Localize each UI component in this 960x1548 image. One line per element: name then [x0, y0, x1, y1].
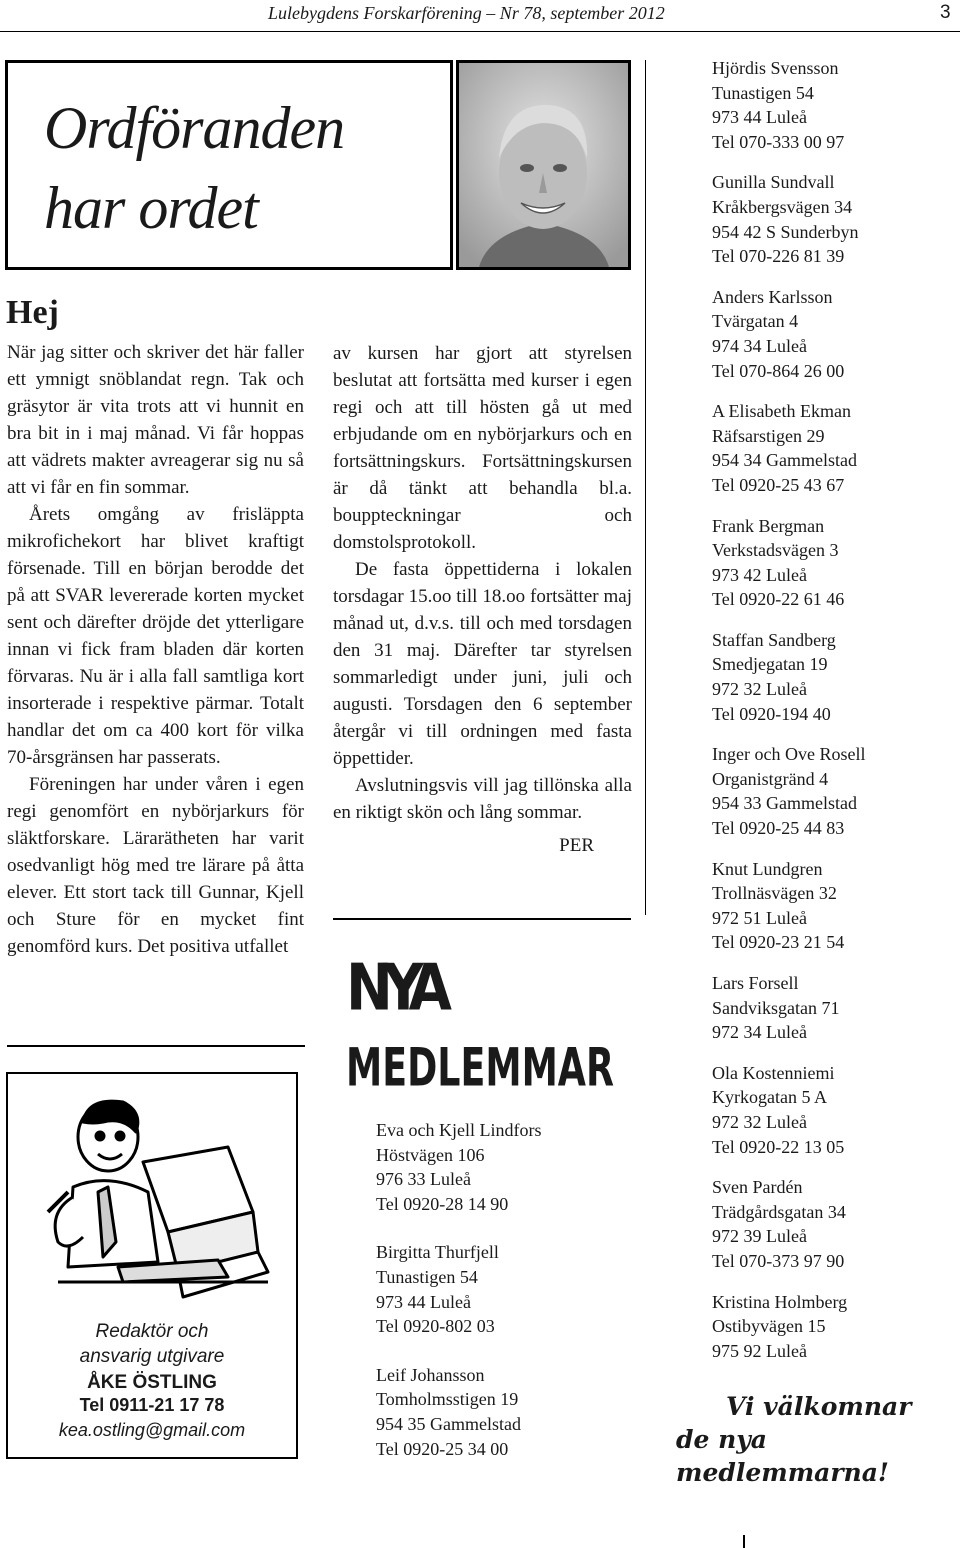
contact-phone: Tel 0920-194 40 [712, 703, 831, 724]
column-rule [7, 1045, 305, 1047]
contact-phone: Tel 0920-22 61 46 [712, 589, 845, 610]
contact-name: Lars Forsell [712, 973, 799, 993]
member-name: Birgitta Thurfjell [376, 1242, 499, 1263]
contact-city: 972 34 Luleå [712, 1022, 807, 1043]
welcome-message [676, 1390, 960, 1489]
contact-city: 954 34 Gammelstad [712, 450, 857, 471]
article-paragraph: Årets omgång av frisläppta mikrofichekort har blivet kraftigt försenade. Till en början berodde det på att SVAR levererade korten mycket sent och därefter dröjde det ytterligare innan vi fick fram bladen där korten förvaras. Nu är i alla fall samtliga kort insorterade i respektive pärmar. Totalt handlar det om ca 400 kort för vilka 70-årsgränsen har passerats. [7, 504, 304, 768]
list-item [712, 1061, 952, 1159]
chairman-portrait [456, 60, 631, 270]
new-members-list [376, 1118, 541, 1485]
member-phone: Tel 0920-802 03 [376, 1316, 495, 1337]
list-item [712, 742, 952, 840]
list-item [712, 514, 952, 612]
list-item [712, 857, 952, 955]
contact-phone: Tel 070-864 26 00 [712, 360, 845, 381]
contact-street: Tvärgatan 4 [712, 311, 799, 332]
contacts-list [712, 56, 952, 1379]
editor-box [6, 1072, 298, 1459]
contact-name: Sven Pardén [712, 1177, 803, 1198]
publication-title: Lulebygdens Forskarförening – Nr 78, september 2012 [268, 3, 665, 23]
contact-phone: Tel 0920-25 44 83 [712, 818, 845, 839]
column-divider [645, 60, 646, 915]
contact-name: Frank Bergman [712, 515, 825, 536]
contact-name: Gunilla Sundvall [712, 172, 835, 193]
contact-street: Tunastigen 54 [712, 82, 814, 103]
column-rule [333, 918, 631, 920]
list-item [376, 1363, 541, 1461]
editor-email[interactable]: kea.ostling@gmail.com [58, 1420, 246, 1440]
article-column-1 [7, 339, 304, 960]
contact-city: 972 32 Luleå [712, 679, 807, 700]
contact-name: Inger och Ove Rosell [712, 744, 866, 765]
contact-phone: Tel 0920-25 43 67 [712, 474, 845, 495]
header-rule [0, 31, 960, 32]
contact-name: Hjördis Svensson [712, 58, 839, 78]
member-city: 973 44 Luleå [376, 1291, 471, 1312]
list-item [376, 1118, 541, 1216]
list-item [712, 285, 952, 383]
page-header [0, 0, 960, 30]
member-city: 954 35 Gammelstad [376, 1413, 521, 1434]
editor-role-line-2: ansvarig utgivare [79, 1346, 225, 1367]
article-paragraph: av kursen har gjort att styrelsen beslutat att fortsätta med kurser i egen regi och att till hösten gå ut med erbjudande om en nybörjarkurs och en fortsättningskurs. Fortsättningskursen är då tänkt att behandla bl.a. bouppteckningar och domstolsprotokoll. [333, 343, 632, 553]
welcome-line-2: de nya medlemmarna! [676, 1425, 889, 1487]
list-item [712, 170, 952, 268]
article-paragraph: Avslutningsvis vill jag tillönska alla en riktigt skön och lång sommar. [333, 775, 632, 823]
article-paragraph: När jag sitter och skriver det här faller ett ymnigt snöblandat regn. Tak och gräsytor är vita trots att vi hunnit en bra bit in i maj månad. Vi får hoppas att vädrets makter avreagerar sig nu så att vi får en fin sommar. [7, 342, 304, 498]
member-phone: Tel 0920-28 14 90 [376, 1193, 509, 1214]
article-paragraph: De fasta öppettiderna i lokalen torsdagar 15.oo till 18.oo fortsätter maj månad ut, d.v.s. till och med torsdagen den 31 maj. Därefter tar styrelsen sommarledigt under juni, juli och augusti. Torsdagen den 6 september återgår vi till ordningen med fasta öppettider. [333, 559, 632, 769]
title-line-1: Ordföranden [44, 95, 345, 161]
contact-street: Ostibyvägen 15 [712, 1316, 826, 1337]
contact-city: 972 39 Luleå [712, 1226, 807, 1247]
contact-city: 972 51 Luleå [712, 907, 807, 928]
list-item [712, 56, 952, 154]
member-street: Höstvägen 106 [376, 1144, 485, 1165]
contact-city: 972 32 Luleå [712, 1111, 807, 1132]
list-item [712, 1175, 952, 1273]
editor-role [8, 1319, 296, 1369]
contact-street: Smedjegatan 19 [712, 654, 828, 675]
contact-street: Trädgårdsgatan 34 [712, 1201, 846, 1222]
article-column-2 [333, 340, 632, 859]
contact-phone: Tel 0920-22 13 05 [712, 1136, 845, 1157]
list-item [712, 971, 952, 1045]
contact-street: Räfsarstigen 29 [712, 425, 825, 446]
contact-street: Verkstadsvägen 3 [712, 540, 839, 561]
contact-city: 954 42 S Sunderbyn [712, 221, 859, 242]
contact-name: A Elisabeth Ekman [712, 401, 851, 422]
new-members-heading-line-1: NYA [346, 950, 452, 1026]
contact-name: Kristina Holmberg [712, 1291, 848, 1312]
new-members-heading-line-2: MEDLEMMAR [346, 1036, 614, 1099]
contact-name: Staffan Sandberg [712, 629, 836, 650]
editor-phone: Tel 0911-21 17 78 [79, 1395, 225, 1415]
article-paragraph: Föreningen har under våren i egen regi genomfört en nybörjarkurs för släktforskare. Lärarätheten har varit osedvanligt hög med tre lärare på åtta elever. Ett stort tack till Gunnar, Kjell och Sture för en mycket fint genomförd kurs. Det positiva utfallet [7, 774, 304, 957]
contact-city: 973 42 Luleå [712, 564, 807, 585]
member-city: 976 33 Luleå [376, 1169, 471, 1190]
contact-street: Trollnäsvägen 32 [712, 883, 837, 904]
contact-phone: Tel 070-333 00 97 [712, 131, 845, 152]
contact-name: Ola Kostenniemi [712, 1062, 835, 1083]
contact-city: 975 92 Luleå [712, 1340, 807, 1361]
crop-mark [743, 1535, 745, 1548]
signature: PER [559, 835, 594, 856]
contact-street: Sandviksgatan 71 [712, 997, 840, 1018]
member-street: Tomholmsstigen 19 [376, 1389, 519, 1410]
list-item [376, 1240, 541, 1338]
contact-phone: Tel 0920-23 21 54 [712, 932, 845, 953]
contact-name: Anders Karlsson [712, 286, 833, 307]
contact-phone: Tel 070-373 97 90 [712, 1250, 845, 1271]
contact-street: Kyrkogatan 5 A [712, 1087, 827, 1108]
contact-name: Knut Lundgren [712, 858, 823, 879]
page-number: 3 [940, 2, 951, 23]
member-street: Tunastigen 54 [376, 1266, 478, 1287]
contact-street: Organistgränd 4 [712, 768, 829, 789]
list-item [712, 399, 952, 497]
editor-role-line-1: Redaktör och [95, 1321, 209, 1342]
list-item [712, 1290, 952, 1364]
new-members-heading [340, 945, 622, 1105]
contact-phone: Tel 070-226 81 39 [712, 246, 845, 267]
contact-street: Kråkbergsvägen 34 [712, 196, 853, 217]
contact-city: 954 33 Gammelstad [712, 793, 857, 814]
welcome-line-1: Vi välkomnar [726, 1392, 912, 1421]
member-name: Eva och Kjell Lindfors [376, 1120, 542, 1140]
list-item [712, 628, 952, 726]
contact-city: 973 44 Luleå [712, 107, 807, 128]
cartoon-computer-user-illustration [28, 1092, 278, 1317]
member-name: Leif Johansson [376, 1364, 485, 1385]
title-box [5, 60, 453, 270]
contact-city: 974 34 Luleå [712, 335, 807, 356]
member-phone: Tel 0920-25 34 00 [376, 1438, 509, 1459]
editor-name: ÅKE ÖSTLING [87, 1372, 217, 1393]
greeting-heading: Hej [6, 294, 59, 331]
title-line-2: har ordet [44, 175, 258, 241]
